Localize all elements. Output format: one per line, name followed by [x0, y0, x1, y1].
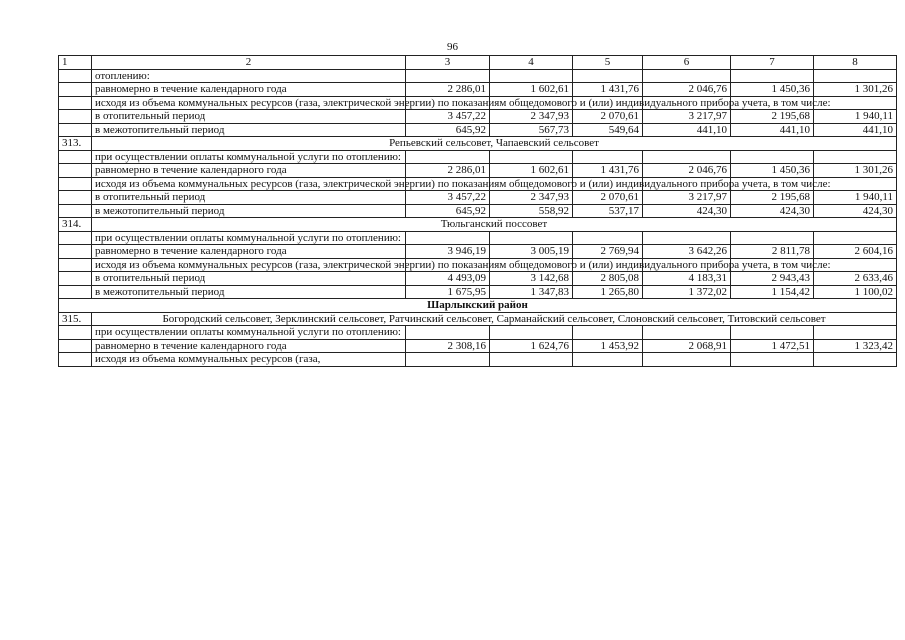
value-cell: 1 347,83 — [490, 285, 573, 299]
table-row — [59, 353, 897, 367]
value-cell: 645,92 — [406, 123, 490, 137]
district-title: Шарлыкский район — [59, 299, 897, 313]
value-cell: 424,30 — [814, 204, 897, 218]
value-cell: 2 347,93 — [490, 191, 573, 205]
value-cell: 1 675,95 — [406, 285, 490, 299]
value-cell — [406, 69, 490, 83]
value-cell: 645,92 — [406, 204, 490, 218]
empty-cell — [573, 150, 643, 164]
header-cell-2: 2 — [92, 56, 406, 70]
table-row — [59, 191, 897, 205]
empty-cell — [814, 231, 897, 245]
header-cell-5: 5 — [573, 56, 643, 70]
header-cell-8: 8 — [814, 56, 897, 70]
district-row — [59, 299, 897, 313]
table-row — [59, 326, 897, 340]
row-label: в отопительный период — [92, 272, 406, 286]
row-label: при осуществлении оплаты коммунальной услуги по отоплению: — [92, 231, 406, 245]
row-label: в отопительный период — [92, 191, 406, 205]
empty-cell — [731, 231, 814, 245]
value-cell: 3 457,22 — [406, 191, 490, 205]
row-label: при осуществлении оплаты коммунальной услуги по отоплению: — [92, 150, 406, 164]
table-row — [59, 245, 897, 259]
value-cell: 3 946,19 — [406, 245, 490, 259]
value-cell: 2 046,76 — [643, 164, 731, 178]
row-label: в отопительный период — [92, 110, 406, 124]
empty-cell — [814, 150, 897, 164]
row-label: равномерно в течение календарного года — [92, 245, 406, 259]
section-index: 315. — [59, 312, 92, 326]
row-label: в межотопительный период — [92, 123, 406, 137]
value-cell: 1 301,26 — [814, 164, 897, 178]
table-row — [59, 164, 897, 178]
empty-cell — [406, 150, 490, 164]
value-cell: 2 070,61 — [573, 191, 643, 205]
value-cell: 2 195,68 — [731, 110, 814, 124]
row-label: исходя из объема коммунальных ресурсов (газа, — [92, 353, 406, 367]
value-cell: 2 286,01 — [406, 164, 490, 178]
tariff-table — [58, 55, 897, 367]
row-label: исходя из объема коммунальных ресурсов (газа, электрической энергии) по показаниям общедомового и (или) индивидуального прибора учета, в том числе: — [92, 177, 406, 191]
section-row — [59, 218, 897, 232]
value-cell: 2 070,61 — [573, 110, 643, 124]
value-cell: 1 100,02 — [814, 285, 897, 299]
table-row — [59, 285, 897, 299]
table-row — [59, 177, 897, 191]
value-cell: 441,10 — [814, 123, 897, 137]
value-cell — [573, 69, 643, 83]
value-cell: 2 805,08 — [573, 272, 643, 286]
value-cell: 549,64 — [573, 123, 643, 137]
value-cell: 2 769,94 — [573, 245, 643, 259]
empty-cell — [814, 326, 897, 340]
empty-cell — [490, 231, 573, 245]
value-cell: 3 005,19 — [490, 245, 573, 259]
section-title: Богородский сельсовет, Зерклинский сельсовет, Ратчинский сельсовет, Сарманайский сельсовет, Слоновский сельсовет, Титовский сельсовет — [92, 312, 897, 326]
table-row — [59, 204, 897, 218]
value-cell: 1 940,11 — [814, 191, 897, 205]
value-cell: 1 602,61 — [490, 164, 573, 178]
empty-cell — [814, 353, 897, 367]
row-label: исходя из объема коммунальных ресурсов (газа, электрической энергии) по показаниям общедомового и (или) индивидуального прибора учета, в том числе: — [92, 258, 406, 272]
row-label: отоплению: — [92, 69, 406, 83]
empty-cell — [731, 150, 814, 164]
table-row — [59, 110, 897, 124]
value-cell: 1 431,76 — [573, 83, 643, 97]
row-label: равномерно в течение календарного года — [92, 339, 406, 353]
empty-cell — [573, 353, 643, 367]
empty-cell — [406, 353, 490, 367]
header-cell-7: 7 — [731, 56, 814, 70]
index-cell — [59, 231, 92, 245]
table-row — [59, 272, 897, 286]
table-row — [59, 83, 897, 97]
value-cell: 424,30 — [643, 204, 731, 218]
index-cell — [59, 326, 92, 340]
value-cell: 441,10 — [731, 123, 814, 137]
page-number: 96 — [447, 41, 458, 53]
value-cell: 2 286,01 — [406, 83, 490, 97]
index-cell — [59, 123, 92, 137]
row-label: равномерно в течение календарного года — [92, 164, 406, 178]
index-cell — [59, 339, 92, 353]
value-cell: 424,30 — [731, 204, 814, 218]
empty-cell — [643, 326, 731, 340]
section-row — [59, 312, 897, 326]
header-cell-1: 1 — [59, 56, 92, 70]
value-cell: 2 308,16 — [406, 339, 490, 353]
index-cell — [59, 110, 92, 124]
section-title: Репьевский сельсовет, Чапаевский сельсовет — [92, 137, 897, 151]
row-label: равномерно в течение календарного года — [92, 83, 406, 97]
value-cell: 2 347,93 — [490, 110, 573, 124]
value-cell: 2 633,46 — [814, 272, 897, 286]
value-cell: 1 154,42 — [731, 285, 814, 299]
row-label: в межотопительный период — [92, 285, 406, 299]
index-cell — [59, 69, 92, 83]
index-cell — [59, 83, 92, 97]
table-row — [59, 96, 897, 110]
value-cell: 1 602,61 — [490, 83, 573, 97]
value-cell — [490, 69, 573, 83]
value-cell: 1 453,92 — [573, 339, 643, 353]
empty-cell — [573, 231, 643, 245]
section-row — [59, 137, 897, 151]
value-cell: 2 068,91 — [643, 339, 731, 353]
value-cell: 2 195,68 — [731, 191, 814, 205]
value-cell: 537,17 — [573, 204, 643, 218]
row-label: в межотопительный период — [92, 204, 406, 218]
value-cell: 2 811,78 — [731, 245, 814, 259]
value-cell: 3 642,26 — [643, 245, 731, 259]
empty-cell — [643, 231, 731, 245]
value-cell — [731, 69, 814, 83]
index-cell — [59, 272, 92, 286]
header-cell-6: 6 — [643, 56, 731, 70]
value-cell: 1 431,76 — [573, 164, 643, 178]
value-cell: 3 142,68 — [490, 272, 573, 286]
value-cell: 441,10 — [643, 123, 731, 137]
index-cell — [59, 204, 92, 218]
value-cell: 1 301,26 — [814, 83, 897, 97]
value-cell: 2 604,16 — [814, 245, 897, 259]
value-cell: 1 265,80 — [573, 285, 643, 299]
value-cell: 2 943,43 — [731, 272, 814, 286]
empty-cell — [406, 231, 490, 245]
row-label: при осуществлении оплаты коммунальной услуги по отоплению: — [92, 326, 406, 340]
value-cell — [643, 69, 731, 83]
index-cell — [59, 164, 92, 178]
empty-cell — [731, 326, 814, 340]
section-index: 313. — [59, 137, 92, 151]
table-row — [59, 258, 897, 272]
value-cell: 567,73 — [490, 123, 573, 137]
index-cell — [59, 177, 92, 191]
value-cell: 1 624,76 — [490, 339, 573, 353]
empty-cell — [573, 326, 643, 340]
value-cell: 4 183,31 — [643, 272, 731, 286]
header-cell-4: 4 — [490, 56, 573, 70]
value-cell: 1 450,36 — [731, 83, 814, 97]
value-cell: 1 323,42 — [814, 339, 897, 353]
value-cell: 3 217,97 — [643, 191, 731, 205]
empty-cell — [406, 326, 490, 340]
value-cell: 4 493,09 — [406, 272, 490, 286]
empty-cell — [490, 326, 573, 340]
empty-cell — [490, 353, 573, 367]
table-row — [59, 69, 897, 83]
table-row — [59, 339, 897, 353]
table-row — [59, 150, 897, 164]
value-cell: 3 457,22 — [406, 110, 490, 124]
header-cell-3: 3 — [406, 56, 490, 70]
table-row — [59, 123, 897, 137]
empty-cell — [490, 150, 573, 164]
value-cell: 2 046,76 — [643, 83, 731, 97]
index-cell — [59, 353, 92, 367]
row-label: исходя из объема коммунальных ресурсов (газа, электрической энергии) по показаниям общедомового и (или) индивидуального прибора учета, в том числе: — [92, 96, 406, 110]
value-cell — [814, 69, 897, 83]
empty-cell — [643, 353, 731, 367]
empty-cell — [731, 353, 814, 367]
section-title: Тюльганский поссовет — [92, 218, 897, 232]
index-cell — [59, 285, 92, 299]
value-cell: 1 472,51 — [731, 339, 814, 353]
value-cell: 1 940,11 — [814, 110, 897, 124]
table-row — [59, 231, 897, 245]
value-cell: 1 450,36 — [731, 164, 814, 178]
empty-cell — [643, 150, 731, 164]
section-index: 314. — [59, 218, 92, 232]
value-cell: 558,92 — [490, 204, 573, 218]
index-cell — [59, 245, 92, 259]
index-cell — [59, 150, 92, 164]
index-cell — [59, 258, 92, 272]
value-cell: 1 372,02 — [643, 285, 731, 299]
index-cell — [59, 96, 92, 110]
value-cell: 3 217,97 — [643, 110, 731, 124]
index-cell — [59, 191, 92, 205]
header-row — [59, 56, 897, 70]
